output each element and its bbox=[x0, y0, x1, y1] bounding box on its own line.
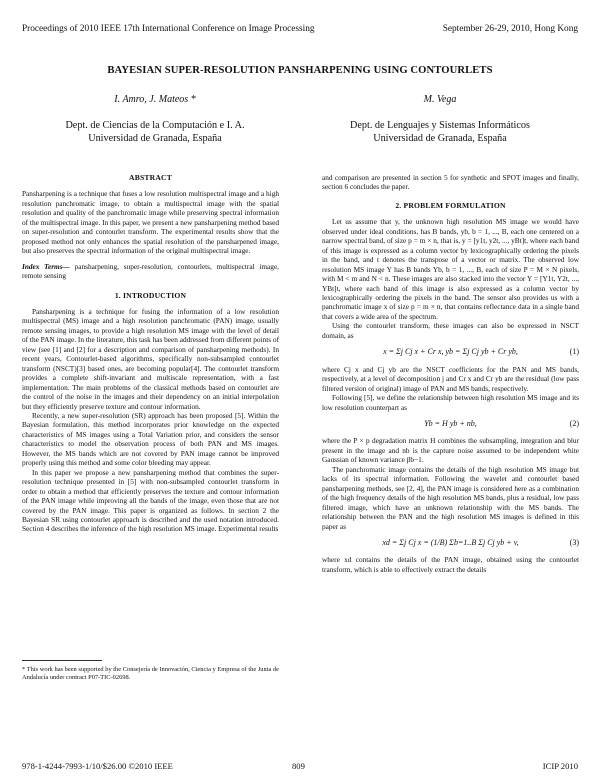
index-terms bbox=[22, 262, 279, 281]
paragraph: where the P × p degradation matrix H combines the subsampling, integration and blur present in the image and nb is the capture noise assumed to be independent white Gaussian of known variance βb−1. bbox=[322, 436, 579, 465]
index-terms-list: pansharpening, super-resolution, contourlets, multispectral image, remote sensing bbox=[22, 261, 280, 281]
affiliation-line: Dept. de Lenguajes y Sistemas Informáticos bbox=[350, 120, 530, 131]
paragraph: Recently, a new super-resolution (SR) approach has been proposed [5]. Within the Bayesian formulation, this method incorporates prior knowledge on the expected characteristics of MS images using a Total Variation prior, and considers the sensor characteristics to model the observation process of both PAN and MS images. However, the MS bands which are not covered by PAN image cannot be improved properly using this method and some color bleeding may appear. bbox=[22, 410, 279, 468]
author-names: M. Vega bbox=[423, 94, 457, 105]
paragraph: In this paper we propose a new pansharpening method that combines the super-resolution technique presented in [5] with non-subsampled contourlet transform in order to obtain a method that efficiently preserves the texture and contour information of the PAN image while improving all the bands of the image, even those that are not covered by the PAN image. This paper is organized as follows. In section 2 the Bayesian SR using contourlet approach is described and the used notation introduced. Section 4 describes the inference of the high resolution MS image. Experimental results bbox=[22, 467, 279, 534]
running-header-right: September 26-29, 2010, Hong Kong bbox=[442, 24, 578, 34]
running-header-left: Proceedings of 2010 IEEE 17th International Conference on Image Processing bbox=[22, 24, 315, 34]
equation-number: (3) bbox=[569, 537, 579, 547]
section-heading-introduction: 1. INTRODUCTION bbox=[114, 290, 187, 300]
footnote-text: * This work has been supported by the Consejería de Innovación, Ciencia y Empresa of the Junta de Andalucía under contract P07-TIC-02698. bbox=[22, 666, 279, 682]
paragraph: Using the contourlet transform, these images can also be expressed in NSCT domain, as bbox=[322, 321, 579, 340]
footer-isbn: 978-1-4244-7993-1/10/$26.00 ©2010 IEEE bbox=[22, 761, 173, 771]
paragraph: Following [5], we define the relationship between high resolution MS image and its low resolution counterpart as bbox=[322, 393, 579, 412]
equation-number: (2) bbox=[569, 418, 579, 428]
paragraph: Pansharpening is a technique for fusing the information of a low resolution multispectral (MS) image and a high resolution panchromatic (PAN) image, usually remote sensing images, to provide a high resolution MS image with the level of detail of the PAN image. In the literature, this task has been addressed from different points of view (see [1] and [2] for a description and comparison of pansharpening methods). In recent years, Contourlet-based algorithms, specifically non-subsampled contourlet transform (NSCT)[3] based ones, are becoming popular[4]. The contourlet transform provides a complete shift-invariant and multiscale representation, with a fast implementation. The main problems of the classical methods based on contourlet are the control of the noise in the images and their dependency on an initial interpolation but they efficiently preserve texture and contour information. bbox=[22, 306, 279, 411]
paper-title: BAYESIAN SUPER-RESOLUTION PANSHARPENING USING CONTOURLETS bbox=[107, 65, 493, 76]
paragraph: where xd contains the details of the PAN image, obtained using the contourlet transform, which is able to effectively extract the details bbox=[322, 555, 579, 574]
paragraph: where Cj x and Cj yb are the NSCT coefficients for the PAN and MS bands, respectively, at a level of decomposition j and Cr x and Cr yb are the residual (low pass filtered version of original) image of PAN and MS bands, respectively. bbox=[322, 364, 579, 393]
equation-body: Yb = H yb + nb, bbox=[424, 418, 477, 428]
equation-2 bbox=[322, 419, 579, 428]
paragraph: The panchromatic image contains the details of the high resolution MS image but lacks of its spectral information. Following the wavelet and contourlet based pansharpening methods, see [2, 4], the PAN image is considered here as a combination of the high frequency details of the high resolution MS bands, plus a residual, low pass filtered image, which have an unknown relationship with the MS bands. The relationship between the PAN and the high resolution MS images is defined in this paper as bbox=[322, 464, 579, 531]
abstract-heading: ABSTRACT bbox=[129, 173, 172, 182]
equation-number: (1) bbox=[569, 347, 579, 357]
author-names: I. Amro, J. Mateos * bbox=[114, 94, 196, 105]
footer-conference: ICIP 2010 bbox=[542, 761, 578, 771]
author-block-2 bbox=[325, 94, 555, 145]
equation-3 bbox=[322, 538, 579, 547]
abstract-text: Pansharpening is a technique that fuses a low resolution multispectral image and a high resolution panchromatic image, to obtain a multispectral image with the spatial resolution and quality of the panchromatic image while preserving spectral information of the multispectral image. In this paper, we present a new pansharpening method based on super-resolution and contourlet transform. The experimental results show that the proposed method not only enhances the spatial resolution of the pansharpened image, but also preserves the spectral information of the original multispectral image. bbox=[22, 189, 279, 256]
paragraph: Let us assume that y, the unknown high resolution MS image we would have observed under ideal conditions, has B bands, yb, b = 1, ..., B, each one centered on a narrow spectral band, of size p = m × n, that is, y = [y1t, y2t, ..., yBt]t, where each band of this image is expressed as a column vector by lexicographically ordering the pixels in the band, and t denotes the transpose of a vector or matrix. The observed low resolution MS image Y has B bands Yb, b = 1, ..., B, each of size P = M × N pixels, with M < m and N < n. These images are also stacked into the vector Y = [Y1t, Y2t, ..., YBt]t, where each band of this image is also expressed as a column vector by lexicographically ordering the pixels in the band. The sensor also provides us with a panchromatic image x of size p = m × n, that contains reflectance data in a single band that covers a wide area of the spectrum. bbox=[322, 217, 579, 321]
equation-body: xd = Σj Cj x = (1/B) Σb=1..B Σj Cj yb + v, bbox=[382, 537, 519, 547]
equation-1 bbox=[322, 347, 579, 356]
left-column bbox=[22, 173, 279, 534]
paragraph: and comparison are presented in section 5 for synthetic and SPOT images and finally, section 6 concludes the paper. bbox=[322, 173, 579, 192]
equation-body: x = Σj Cj x + Cr x, yb = Σj Cj yb + Cr yb, bbox=[383, 347, 518, 357]
section-heading-problem-formulation: 2. PROBLEM FORMULATION bbox=[395, 200, 506, 210]
author-block-1 bbox=[40, 94, 270, 145]
page-number: 809 bbox=[292, 761, 305, 771]
affiliation-line: Universidad de Granada, España bbox=[88, 133, 222, 144]
right-column bbox=[322, 173, 579, 574]
affiliation-line: Universidad de Granada, España bbox=[373, 133, 507, 144]
index-terms-label: Index Terms— bbox=[22, 261, 70, 271]
footnote bbox=[22, 660, 279, 683]
affiliation-line: Dept. de Ciencias de la Computación e I. A. bbox=[65, 120, 245, 131]
footnote-rule bbox=[22, 660, 102, 661]
